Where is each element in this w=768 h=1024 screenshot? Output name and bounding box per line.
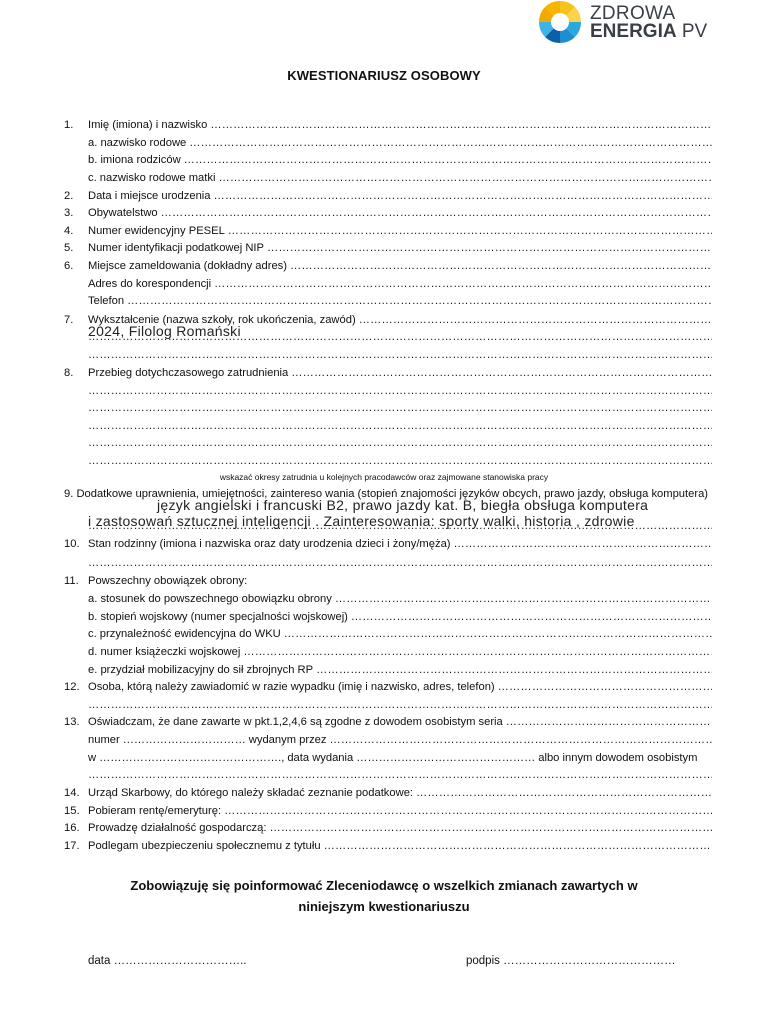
field-label: Stan rodzinny (imiona i nazwiska oraz daty urodzenia dzieci i żony/męża) — [88, 538, 451, 550]
form-field-row[interactable] — [64, 402, 712, 418]
form-field-row[interactable] — [64, 787, 712, 803]
q13-data-dots[interactable]: ………………………………………… — [356, 752, 536, 764]
field-label: b. imiona rodziców — [88, 154, 181, 166]
item-number: 12. — [64, 681, 80, 693]
employment-note: wskazać okresy zatrudnia u kolejnych pracodawców oraz zajmowane stanowiska pracy — [219, 472, 549, 482]
item-number: 13. — [64, 716, 80, 728]
field-label: Osoba, którą należy zawiadomić w razie wypadku (imię i nazwisko, adres, telefon) — [88, 681, 495, 693]
field-label: Przebieg dotychczasowego zatrudnienia — [88, 367, 289, 379]
q13-issue-line[interactable] — [64, 752, 712, 768]
fill-in-dots[interactable] — [184, 154, 712, 166]
form-field-row[interactable] — [64, 575, 712, 591]
form-field-row[interactable] — [64, 716, 712, 732]
form-field-row[interactable] — [64, 154, 712, 170]
fill-in-dots[interactable] — [416, 787, 712, 799]
form-field-row[interactable] — [64, 557, 712, 573]
field-label: e. przydział mobilizacyjny do sił zbrojnych RP — [88, 664, 314, 676]
fill-in-dots[interactable] — [291, 367, 712, 379]
skills-answer-line-1[interactable]: język angielski i francuski B2, prawo jazdy kat. B, biegła obsługa komputera — [157, 497, 649, 513]
field-label: Numer ewidencyjny PESEL — [88, 225, 225, 237]
question-9-label: 9. Dodatkowe uprawnienia, umiejętności, zaintereso wania (stopień znajomości języków obcych, prawo jazdy, obsługa komputera) — [64, 488, 709, 500]
form-field-row[interactable] — [64, 455, 712, 471]
form-field-row[interactable] — [64, 538, 712, 554]
form-field-row[interactable] — [64, 681, 712, 697]
field-label: Numer identyfikacji podatkowej NIP — [88, 242, 264, 254]
fill-in-dots[interactable] — [290, 260, 712, 272]
item-number: 6. — [64, 260, 74, 272]
fill-in-dots[interactable] — [210, 119, 712, 131]
skills-answer-line-2[interactable]: i zastosowań sztucznej inteligencji . Zainteresowania: sporty walki, historia , zdrowie — [88, 513, 635, 529]
logo-energia: ENERGIA — [590, 21, 677, 42]
q13-numer-dots[interactable]: …………………………… — [122, 734, 246, 746]
form-field-row[interactable] — [64, 385, 712, 401]
fill-in-dots[interactable] — [88, 385, 712, 397]
form-field-row[interactable] — [64, 190, 712, 206]
form-field-row[interactable] — [64, 699, 712, 715]
field-label: Miejsce zameldowania (dokładny adres) — [88, 260, 287, 272]
field-label: Obywatelstwo — [88, 207, 158, 219]
form-field-row[interactable] — [64, 349, 712, 365]
fill-in-dots[interactable] — [189, 137, 712, 149]
fill-in-dots[interactable] — [127, 295, 712, 307]
form-field-row[interactable] — [64, 840, 712, 856]
item-number: 10. — [64, 538, 80, 550]
signature-dots[interactable]: ……………………………………… — [503, 955, 676, 967]
form-field-row[interactable] — [64, 260, 712, 276]
q13-w-dots[interactable]: …………………………………………., — [99, 752, 285, 764]
form-field-row[interactable] — [64, 367, 712, 383]
field-label: a. stosunek do powszechnego obowiązku obrony — [88, 593, 332, 605]
field-label: Imię (imiona) i nazwisko — [88, 119, 208, 131]
item-number: 4. — [64, 225, 74, 237]
field-label: c. przynależność ewidencyjna do WKU — [88, 628, 281, 640]
signature-label: podpis — [466, 955, 500, 967]
logo-line-2 — [590, 22, 707, 41]
field-label: a. nazwisko rodowe — [88, 137, 187, 149]
item-number: 7. — [64, 314, 74, 326]
form-field-row[interactable] — [64, 805, 712, 821]
fill-in-dots[interactable] — [88, 437, 712, 449]
fill-in-dots[interactable] — [316, 664, 712, 676]
item-number: 2. — [64, 190, 74, 202]
field-label: Wykształcenie (nazwa szkoły, rok ukończenia, zawód) — [88, 314, 356, 326]
item-number: 5. — [64, 242, 74, 254]
fill-in-dots[interactable] — [228, 225, 712, 237]
fill-in-dots[interactable] — [214, 190, 713, 202]
field-label: Adres do korespondencji — [88, 278, 212, 290]
form-field-row[interactable] — [64, 628, 712, 644]
item-number: 8. — [64, 367, 74, 379]
field-label: Prowadzę działalność gospodarczą: — [88, 822, 267, 834]
form-field-row[interactable] — [64, 119, 712, 135]
form-field-row[interactable] — [64, 137, 712, 153]
fill-in-dots[interactable] — [88, 699, 712, 711]
obligation-line-1: Zobowiązuję się poinformować Zleceniodawcę o wszelkich zmianach zawartych w — [130, 878, 638, 893]
field-label: Oświadczam, że dane zawarte w pkt.1,2,4,6 są zgodne z dowodem osobistym seria — [88, 716, 503, 728]
obligation-statement — [0, 875, 768, 917]
item-number: 17. — [64, 840, 80, 852]
form-field-row[interactable] — [64, 295, 712, 311]
item-number: 11. — [64, 575, 79, 587]
q13-data-wydania-label: data wydania — [287, 752, 354, 764]
form-field-row[interactable] — [64, 593, 712, 609]
form-field-row[interactable] — [64, 242, 712, 258]
form-field-row[interactable] — [64, 822, 712, 838]
fill-in-dots[interactable] — [351, 611, 712, 623]
fill-in-dots[interactable] — [224, 805, 712, 817]
fill-in-dots[interactable] — [284, 628, 712, 640]
form-field-row[interactable] — [64, 611, 712, 627]
field-label: Telefon — [88, 295, 125, 307]
item-number: 3. — [64, 207, 74, 219]
field-label: d. numer książeczki wojskowej — [88, 646, 241, 658]
fill-in-dots[interactable] — [88, 420, 712, 432]
form-field-row[interactable] — [64, 664, 712, 680]
field-label: Podlegam ubezpieczeniu społecznemu z tytułu — [88, 840, 321, 852]
form-field-row[interactable] — [64, 225, 712, 241]
fill-in-dots[interactable] — [88, 402, 712, 414]
fill-in-dots[interactable] — [88, 349, 712, 361]
fill-in-dots[interactable] — [498, 681, 712, 693]
q13-number-line[interactable] — [64, 734, 712, 750]
form-field-row[interactable] — [64, 278, 712, 294]
q13-wydanym-dots[interactable] — [330, 734, 713, 746]
q13-numer-label: numer — [88, 734, 120, 746]
q13-wydanym-label: wydanym przez — [248, 734, 327, 746]
item-number: 14. — [64, 787, 80, 799]
fill-in-dots[interactable] — [506, 716, 712, 728]
fill-in-dots[interactable] — [218, 172, 712, 184]
form-field-row[interactable] — [64, 420, 712, 436]
document-title: KWESTIONARIUSZ OSOBOWY — [287, 68, 481, 83]
field-label: c. nazwisko rodowe matki — [88, 172, 216, 184]
sun-logo-icon — [536, 0, 584, 46]
company-logo — [536, 0, 736, 46]
form-field-row[interactable] — [64, 207, 712, 223]
q13-w-label: w — [88, 752, 97, 764]
date-dots[interactable]: …………………………….. — [113, 955, 247, 967]
fill-in-dots[interactable] — [243, 646, 712, 658]
q9-answer-line[interactable] — [64, 520, 712, 536]
field-label: b. stopień wojskowy (numer specjalności wojskowej) — [88, 611, 348, 623]
fill-in-dots[interactable] — [88, 557, 712, 569]
fill-in-dots[interactable] — [454, 538, 712, 550]
date-label: data — [88, 955, 111, 967]
field-label: Urząd Skarbowy, do którego należy składać zeznanie podatkowe: — [88, 787, 414, 799]
form-field-row[interactable] — [64, 172, 712, 188]
fill-in-dots[interactable] — [161, 207, 712, 219]
education-answer[interactable]: 2024, Filolog Romański — [88, 323, 241, 339]
q13-albo-label: albo innym dowodem osobistym — [538, 752, 698, 764]
form-field-row[interactable] — [64, 646, 712, 662]
fill-in-dots[interactable] — [359, 314, 712, 326]
item-number: 16. — [64, 822, 80, 834]
fill-in-dots[interactable] — [214, 278, 712, 290]
date-signature-field[interactable] — [88, 955, 246, 967]
fill-in-dots[interactable] — [267, 242, 712, 254]
item-number: 1. — [64, 119, 74, 131]
field-label: Data i miejsce urodzenia — [88, 190, 211, 202]
item-number: 15. — [64, 805, 80, 817]
q13-extra-line[interactable] — [64, 769, 712, 785]
logo-line-1: ZDROWA — [590, 3, 676, 24]
signature-field[interactable] — [466, 955, 676, 967]
logo-pv: PV — [676, 21, 708, 42]
field-label: Pobieram rentę/emeryturę: — [88, 805, 222, 817]
obligation-line-2: niniejszym kwestionariuszu — [298, 899, 470, 914]
fill-in-dots[interactable] — [335, 593, 712, 605]
field-label: Powszechny obowiązek obrony: — [88, 575, 248, 587]
fill-in-dots[interactable] — [269, 822, 712, 834]
fill-in-dots[interactable] — [324, 840, 712, 852]
fill-in-dots[interactable] — [88, 455, 712, 467]
form-field-row[interactable] — [64, 437, 712, 453]
